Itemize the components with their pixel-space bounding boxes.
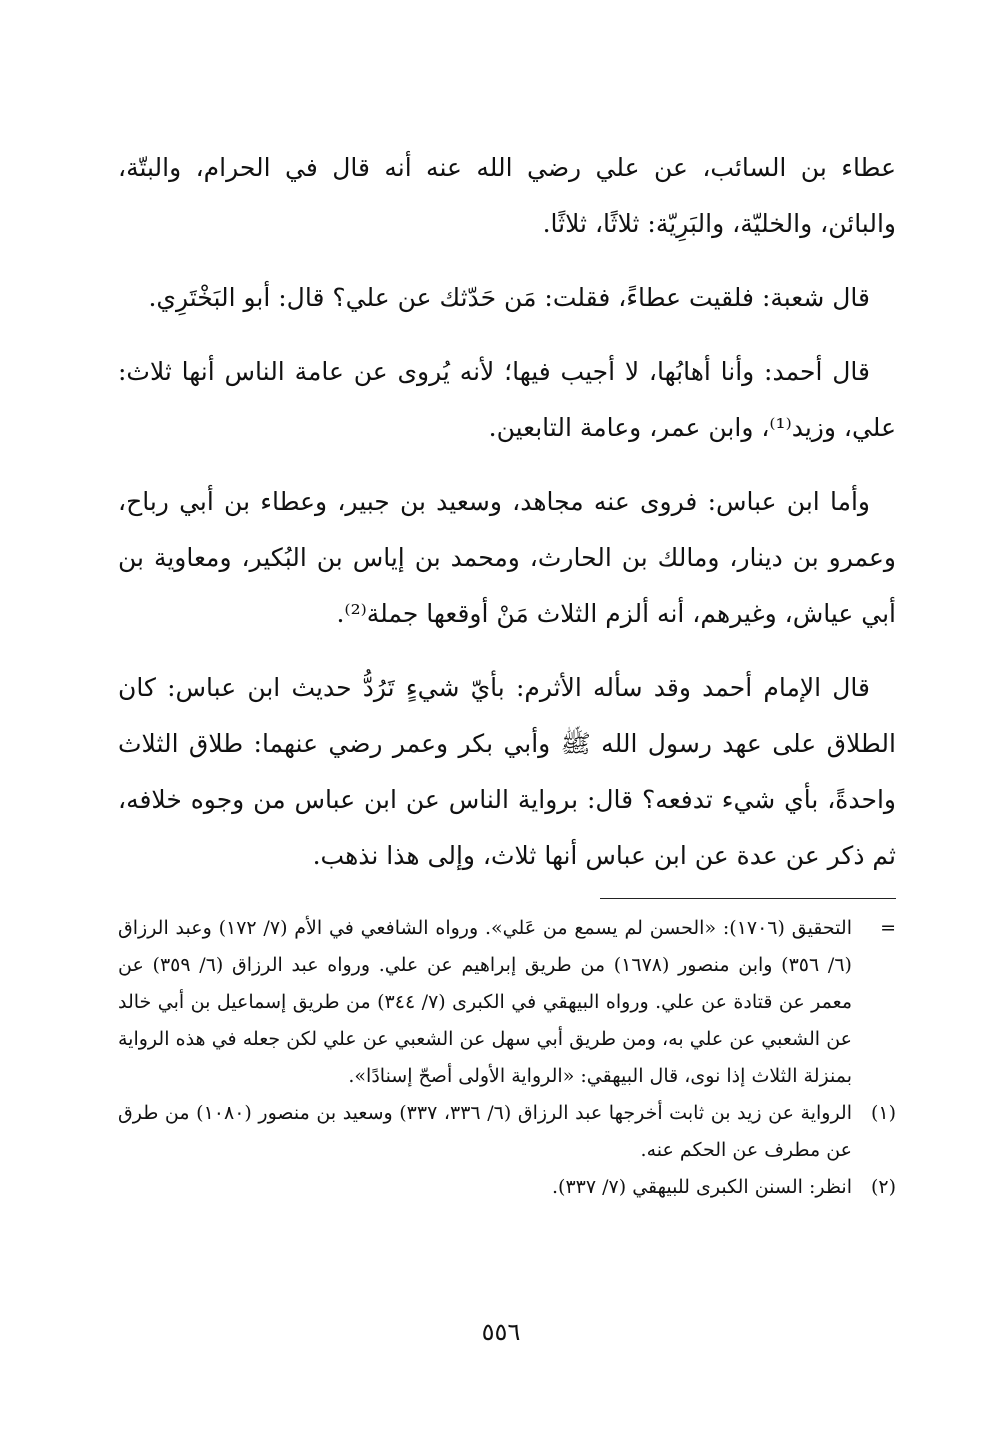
- footnote-2: [118, 1169, 896, 1206]
- footnote-separator: [600, 898, 896, 899]
- paragraph-4: وأما ابن عباس: فروى عنه مجاهد، وسعيد بن جبير، وعطاء بن أبي رباح، وعمرو بن دينار، ومالك بن الحارث، ومحمد بن إياس بن البُكير، ومعاوية بن أبي عياش، وغيرهم، أنه ألزم الثلاث مَنْ أوقعها جملة⁽²⁾.: [118, 487, 896, 628]
- footnote-continued: [118, 910, 896, 1095]
- footnote-text: التحقيق (١٧٠٦): «الحسن لم يسمع من عَلي». ورواه الشافعي في الأم (٧/ ١٧٢) وعبد الرزاق (٦/ ٣٥٦) وابن منصور (١٦٧٨) من طريق إبراهيم عن علي. ورواه عبد الرزاق (٦/ ٣٥٩) عن معمر عن قتادة عن علي. ورواه البيهقي في الكبرى (٧/ ٣٤٤) من طريق إسماعيل بن أبي خالد عن الشعبي عن علي به، ومن طريق أبي سهل عن الشعبي عن علي لكن جعله في هذه الرواية بمنزلة الثلاث إذا نوى، قال البيهقي: «الرواية الأولى أصحّ إسنادًا».: [118, 917, 852, 1087]
- footnote-marker: =: [880, 917, 896, 939]
- footnote-marker: (٢): [870, 1176, 896, 1198]
- footnotes: [118, 910, 896, 1206]
- paragraph-1: عطاء بن السائب، عن علي رضي الله عنه أنه قال في الحرام، والبتّة، والبائن، والخليّة، والبَرِيّة: ثلاثًا، ثلاثًا.: [118, 153, 896, 238]
- main-text: [118, 140, 896, 902]
- paragraph-3: قال أحمد: وأنا أهابُها، لا أجيب فيها؛ لأنه يُروى عن عامة الناس أنها ثلاث: علي، وزيد⁽¹⁾، وابن عمر، وعامة التابعين.: [118, 357, 896, 442]
- footnote-text: الرواية عن زيد بن ثابت أخرجها عبد الرزاق (٦/ ٣٣٦، ٣٣٧) وسعيد بن منصور (١٠٨٠) من طرق عن مطرف عن الحكم عنه.: [118, 1102, 852, 1161]
- footnote-marker: (١): [870, 1102, 896, 1124]
- footnote-1: [118, 1095, 896, 1169]
- page-number: ٥٥٦: [481, 1318, 521, 1346]
- paragraph-2: قال شعبة: فلقيت عطاءً، فقلت: مَن حَدّثك عن علي؟ قال: أبو البَخْتَرِي.: [148, 283, 870, 312]
- footnote-text: انظر: السنن الكبرى للبيهقي (٧/ ٣٣٧).: [552, 1176, 852, 1198]
- paragraph-5: قال الإمام أحمد وقد سأله الأثرم: بأيّ شيءٍ تَرُدُّ حديث ابن عباس: كان الطلاق على عهد رسول الله ﷺ وأبي بكر وعمر رضي عنهما: طلاق الثلاث واحدةً، بأي شيء تدفعه؟ قال: برواية الناس عن ابن عباس من وجوه خلافه، ثم ذكر عن عدة عن ابن عباس أنها ثلاث، وإلى هذا نذهب.: [118, 673, 896, 870]
